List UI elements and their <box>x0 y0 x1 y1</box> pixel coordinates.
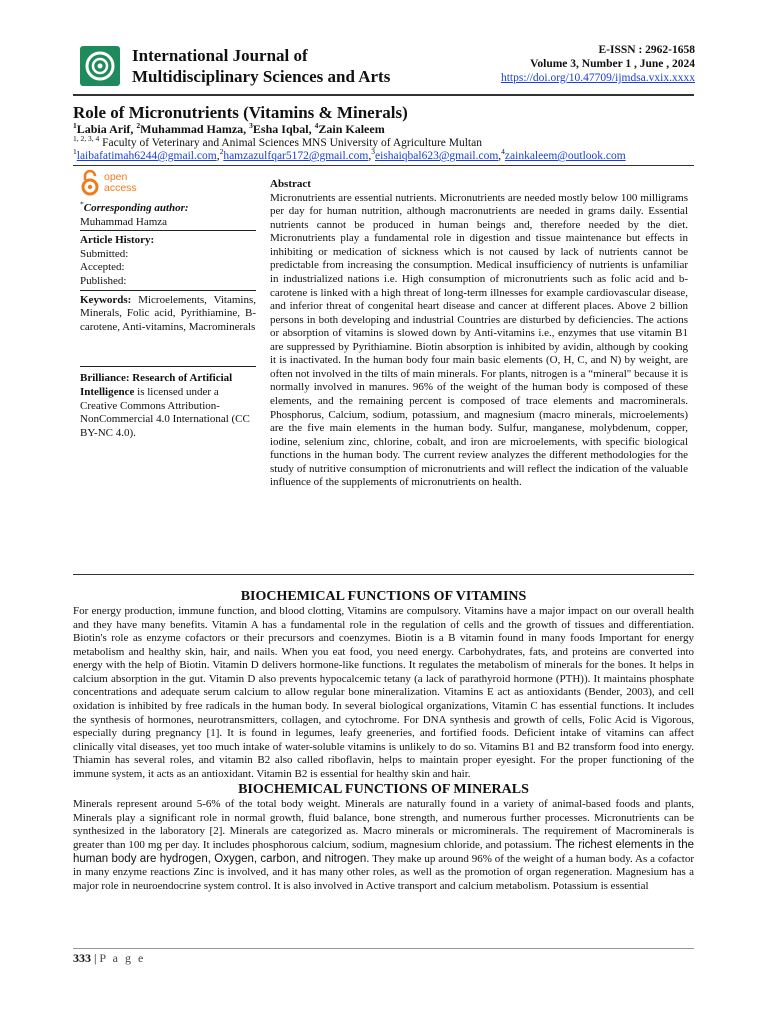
article-history-section <box>80 234 256 290</box>
accepted-label: Accepted: <box>80 261 125 274</box>
email-sup: 3 <box>371 147 375 157</box>
email-sup: 1 <box>73 147 77 157</box>
page-number: 333 <box>73 951 91 965</box>
journal-logo-icon <box>80 46 120 86</box>
journal-title <box>132 45 390 87</box>
eissn: E-ISSN : 2962-1658 <box>598 44 695 56</box>
email-separator: , <box>216 150 220 162</box>
open-access-line2: access <box>104 182 137 194</box>
minerals-text-b: The richest elements in the human body are hydrogen, Oxygen, carbon, and nitrogen. <box>73 839 694 865</box>
corresponding-author-name: Muhammad Hamza <box>80 215 168 228</box>
doi-link[interactable]: https://doi.org/10.47709/ijmdsa.vxix.xxxx <box>500 72 695 84</box>
license-section <box>80 370 256 441</box>
affiliation-text: Faculty of Veterinary and Animal Sciences MNS University of Agriculture Multan <box>102 137 482 149</box>
license-journal-name: Brilliance: Research of Artificial Intelligence <box>80 372 233 398</box>
affiliation-sup: 1, 2, 3, 4 <box>73 134 100 144</box>
email-sup: 2 <box>219 147 224 157</box>
email-separator: , <box>498 150 502 162</box>
submitted-label: Submitted: <box>80 247 129 260</box>
article-history-label: Article History: <box>80 234 155 247</box>
volume-info: Volume 3, Number 1 , June , 2024 <box>530 58 695 70</box>
keywords-section <box>80 294 256 368</box>
vitamins-paragraph: For energy production, immune function, and blood clotting, Vitamins are compulsory. Vitamins have a major impact on our overall health and they have many benefits. Vitamin A has a fundamental role in the regulation of cells and the growth of tissues and differentiation. Biotin's role as enzyme cofactors or their precursors and coenzymes. Biotin is a B vitamin found in many foods Important for energy metabolism and healthy skin, hair, and nails. When you eat food, you need energy. Carbohydrates, fats, and proteins are converted into energy with the help of Biotin. Vitamin D delivers hormone-like functions. It regulates the metabolism of minerals for the bones. It helps in calcium absorption in the gut. Vitamin D also prevents hypocalcemic tetany (a lack of parathyroid hormone (PTH)). It maintains phosphate concentrations and adequate serum calcium to allow regular bone mineralization. Vitamins E act as antioxidants (Bender, 2003), and cell oxidation is inhibited by free radicals in the human body. In several biological organizations, Vitamin C has essential functions. It includes the synthesis of hormones, neurotransmitters, collagen, and cytochrome. For DNA synthesis and growth of cells, Folic Acid is Vigorous, especially during pregnancy [1]. It is found in legumes, leafy greeneries, and fortified foods. Deficient intake of vitamins can affect clinically vital diseases, yet too much intake of water-soluble vitamins is unlikely to do so. Vitamins B1 and B2 transform food into energy. Thiamin has several roles, and vitamin B2 also called riboflavin, helps to maintain proper eyesight. For the proper functioning of the immune system, it acts as an antioxidant. Vitamin B2 is essential for healthy skin and hair. <box>73 605 694 780</box>
minerals-paragraph <box>73 798 694 893</box>
corresponding-author-label: Corresponding author: <box>83 202 189 214</box>
vitamins-section-heading: BIOCHEMICAL FUNCTIONS OF VITAMINS <box>240 589 527 604</box>
keywords-text: Microelements, Vitamins, Minerals, Folic acid, Pyrithiamine, B-carotene, Anti-vitamins, Macrominerals <box>80 293 256 333</box>
author-sup: 1 <box>73 121 77 130</box>
abstract-divider <box>73 574 694 575</box>
abstract-text: Micronutrients are essential nutrients. Micronutrients are needed mostly below 100 milligrams per day for human nutrition, although macronutrients are needed in grams daily. Essential nutrients cannot be produced in human beings and, therefore needed by the diet. Micronutrients play a fundamental role in digestion and tissue maintenance but effects in inhibiting or medication of sickness which is not caused by lack of nutrients cannot be predictable from increasing the consumption. Medical insufficiency of nutrients is unfamiliar in industrialized nations i.e. High consumption of micronutrients such as folic acid and b-carotene is linked with a high threat of long-term illnesses for example cardiovascular disease, and inferior threat of congenital heart disease and cancer at different places. Above 2 billion persons in both developing and industrial Countries are disturbed by deficiencies. The actions or absorption of vitamins is slowed down by Anti-vitamins i.e., enzymes that use vitamin B1 are suppressed by Pyrithiamine. Biotin absorption is inhibited by avidin, although by cooking it is inactivated. In the human body four main basic elements (O, H, C, and N) by weight, are often not involved in the tilts of main minerals. For plants, nitrogen is a “mineral" because it is normally involved in manures. 96% of the weight of the human body is composed of these elements, and the remaining percent is composed of trace elements and macrominerals. Phosphorus, Calcium, sodium, potassium, and magnesium (macro minerals, microelements) are the five main elements in the human body. Sulfur, manganese, molybdenum, copper, iodine, selenium zinc, chlorine, cobalt, and iron are microelements, with specific biological functions in the human body. The current review analyzes the different methodologies for the study of nutritive consumption of micronutrients and will reflect the indication of the valuable influence of the supplements of micronutrients on health. <box>270 191 688 489</box>
page-word: P a g e <box>99 951 146 965</box>
email-link[interactable]: hamzazulfqar5172@gmail.com <box>223 150 369 162</box>
email-link[interactable]: laibafatimah6244@gmail.com <box>76 150 217 162</box>
minerals-section-heading: BIOCHEMICAL FUNCTIONS OF MINERALS <box>238 782 529 798</box>
author-sup: 3 <box>249 121 253 130</box>
minerals-text-c: They make up around 96% of the weight of a human body. As a cofactor in many enzyme reactions Zinc is involved, and it has many other roles, as well as the promotion of organ regeneration. Magnesium has a major role in neuroendocrine system control. It is also involved in Active transport and calcium metabolism. Potassium is essential <box>73 852 694 892</box>
minerals-text-a: Minerals represent around 5-6% of the total body weight. Minerals are naturally found in a variety of animal-based foods and plants, Minerals play a significant role in normal growth, fluid balance, bone strength, and numerous further processes. Micronutrients can be synthesized in the laboratory [2]. Minerals are categorized as. Macro minerals or microminerals. The requirement of Macrominerals is greater than 100 mg per day. It includes phosphorous calcium, sodium, magnesium chloride, and potassium. <box>73 798 694 851</box>
email-link[interactable]: zainkaleem@outlook.com <box>504 150 626 162</box>
journal-title-line2: Multidisciplinary Sciences and Arts <box>132 67 391 86</box>
email-link[interactable]: eishaiqbal623@gmail.com <box>374 150 499 162</box>
keywords-label: Keywords: <box>80 293 132 306</box>
email-separator: , <box>368 150 372 162</box>
published-label: Published: <box>80 274 127 287</box>
author-name: Esha Iqbal, <box>252 122 315 136</box>
footer-divider <box>73 948 694 949</box>
page-footer <box>73 951 145 966</box>
article-title: Role of Micronutrients (Vitamins & Minerals) <box>73 103 408 122</box>
author-name: Labia Arif, <box>76 122 137 136</box>
email-list <box>73 147 626 162</box>
email-sup: 4 <box>501 147 505 157</box>
footer-separator: | <box>91 951 100 965</box>
title-divider <box>73 165 694 166</box>
author-list <box>73 122 385 137</box>
open-access-icon <box>80 170 100 196</box>
abstract <box>270 178 688 490</box>
affiliation <box>73 134 482 149</box>
article-body <box>73 588 694 893</box>
author-name: Zain Kaleem <box>318 122 385 136</box>
license-text: is licensed under a Creative Commons Attribution-NonCommercial 4.0 International (CC BY-NC 4.0). <box>80 385 250 439</box>
author-sup: 2 <box>136 121 141 130</box>
open-access-badge <box>80 170 256 196</box>
open-access-line1: open <box>104 171 128 183</box>
article-info-column <box>80 170 256 444</box>
abstract-heading: Abstract <box>270 178 311 190</box>
journal-meta <box>501 43 695 85</box>
author-sup: 4 <box>314 121 319 130</box>
header-divider <box>73 94 694 96</box>
corresponding-author-section: *Corresponding author: Muhammad Hamza <box>80 202 256 231</box>
journal-title-line1: International Journal of <box>132 46 308 65</box>
author-name: Muhammad Hamza, <box>140 122 250 136</box>
